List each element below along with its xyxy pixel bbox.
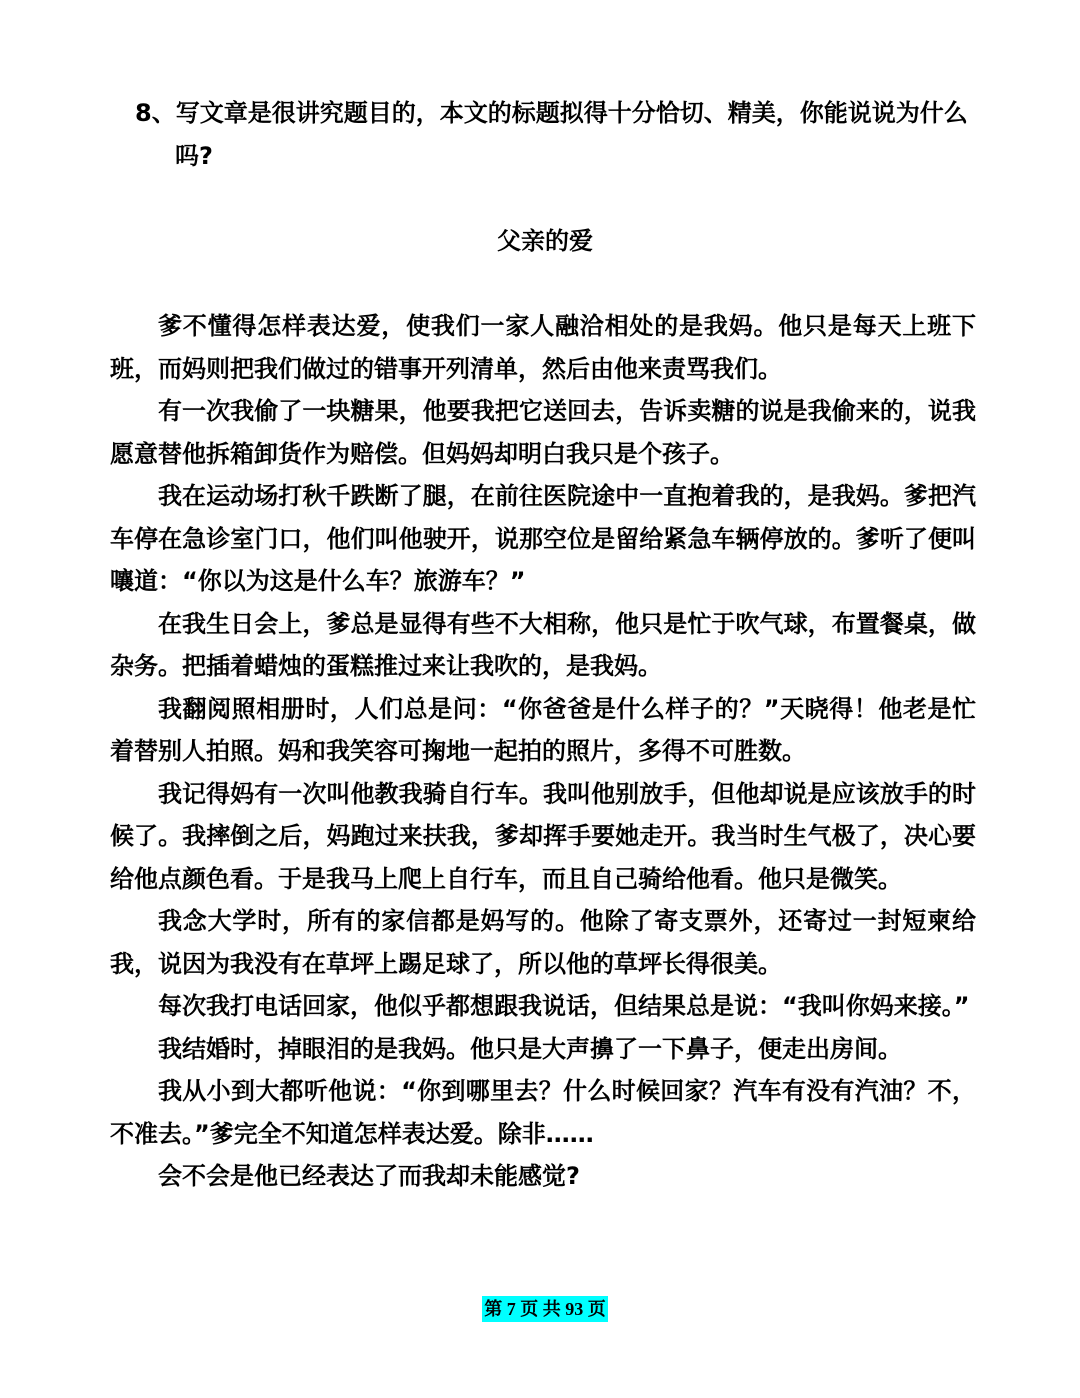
paragraph-7: 我念大学时，所有的家信都是妈写的。他除了寄支票外，还寄过一封短柬给我，说因为我没有在草坪上踢足球了，所以他的草坪长得很美。: [110, 907, 976, 978]
paragraph-5: 我翻阅照相册时，人们总是问：“你爸爸是什么样子的？”天晓得！他老是忙着替别人拍照。妈和我笑容可掬地一起拍的照片，多得不可胜数。: [110, 694, 976, 765]
page-indicator: 第 7 页 共 93 页: [482, 1296, 608, 1322]
paragraph-9: 我结婚时，掉眼泪的是我妈。他只是大声擤了一下鼻子，便走出房间。: [158, 1034, 902, 1063]
paragraph-4: 在我生日会上，爹总是显得有些不大相称，他只是忙于吹气球，布置餐桌，做杂务。把插着蜡烛的蛋糕推过来让我吹的，是我妈。: [110, 609, 976, 680]
paragraph-1: 爹不懂得怎样表达爱，使我们一家人融洽相处的是我妈。他只是每天上班下班，而妈则把我们做过的错事开列清单，然后由他来责骂我们。: [110, 312, 976, 383]
article-body: [110, 305, 976, 1198]
page-footer: [0, 1296, 1080, 1322]
question-text: 8、写文章是很讲究题目的，本文的标题拟得十分恰切、精美，你能说说为什么吗?: [135, 99, 968, 170]
paragraph-11: 会不会是他已经表达了而我却未能感觉?: [158, 1162, 580, 1190]
paragraph-10: 我从小到大都听他说：“你到哪里去？什么时候回家？汽车有没有汽油？不，不准去。”爹完全不知道怎样表达爱。除非……: [110, 1077, 976, 1148]
article-title: 父亲的爱: [497, 227, 593, 255]
paragraph-8: 每次我打电话回家，他似乎都想跟我说话，但结果总是说：“我叫你妈来接。”: [158, 992, 970, 1020]
paragraph-2: 有一次我偷了一块糖果，他要我把它送回去，告诉卖糖的说是我偷来的，说我愿意替他拆箱卸货作为赔偿。但妈妈却明白我只是个孩子。: [110, 397, 976, 468]
paragraph-3: 我在运动场打秋千跌断了腿，在前往医院途中一直抱着我的，是我妈。爹把汽车停在急诊室门口，他们叫他驶开，说那空位是留给紧急车辆停放的。爹听了便叫嚷道：“你以为这是什么车？旅游车？”: [110, 482, 976, 595]
paragraph-6: 我记得妈有一次叫他教我骑自行车。我叫他别放手，但他却说是应该放手的时候了。我摔倒之后，妈跑过来扶我，爹却挥手要她走开。我当时生气极了，决心要给他点颜色看。于是我马上爬上自行车，而且自己骑给他看。他只是微笑。: [110, 779, 976, 893]
